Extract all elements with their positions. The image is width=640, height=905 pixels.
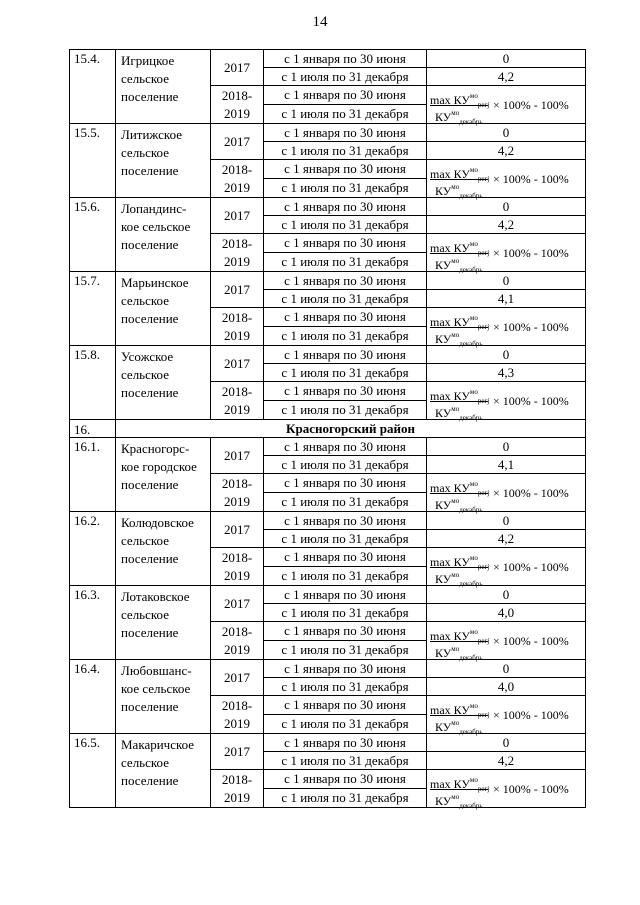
value-cell: 4,2: [427, 68, 586, 86]
table-row: [70, 438, 586, 456]
table-row: [70, 512, 586, 530]
formula-cell: [427, 86, 586, 124]
value-cell: 0: [427, 512, 586, 530]
period-cell: с 1 июля по 31 декабря: [264, 290, 427, 308]
district-number: 16.: [70, 420, 116, 438]
formula-cell: [427, 696, 586, 734]
settlement-name-line: сельское: [121, 71, 169, 86]
settlement-name: [116, 734, 211, 808]
settlement-name-line: сельское: [121, 607, 169, 622]
period-cell: с 1 января по 30 июня: [264, 770, 427, 789]
year-cell: 2018- 2019: [211, 474, 264, 512]
settlement-name: [116, 50, 211, 124]
value-cell: 4,2: [427, 216, 586, 234]
index-formula: $\max КУ^{мо}_{регj}$ $КУ^{мо}_{декабрь}$ × 100% - 100%: [430, 479, 569, 514]
formula-cell: [427, 548, 586, 586]
settlement-name-line: Игрицкое: [121, 53, 175, 68]
row-number: 15.8.: [70, 346, 116, 420]
period-cell: с 1 июля по 31 декабря: [264, 641, 427, 660]
period-cell: с 1 января по 30 июня: [264, 382, 427, 401]
page-number: 14: [312, 14, 328, 30]
settlement-name: [116, 346, 211, 420]
value-cell: 0: [427, 586, 586, 604]
year-cell: 2017: [211, 50, 264, 86]
index-formula: $\max КУ^{мо}_{регj}$ $КУ^{мо}_{декабрь}$ × 100% - 100%: [430, 387, 569, 422]
settlement-name-line: Марьинское: [121, 275, 189, 290]
period-cell: с 1 июля по 31 декабря: [264, 456, 427, 474]
period-cell: с 1 января по 30 июня: [264, 548, 427, 567]
settlement-name-line: Красногорс-: [121, 441, 190, 456]
period-cell: с 1 июля по 31 декабря: [264, 752, 427, 770]
year-cell: 2018- 2019: [211, 308, 264, 346]
settlement-name-line: поселение: [121, 89, 179, 104]
row-number: 15.7.: [70, 272, 116, 346]
settlement-name-line: сельское: [121, 293, 169, 308]
settlement-name-line: поселение: [121, 385, 179, 400]
period-cell: с 1 января по 30 июня: [264, 198, 427, 216]
value-cell: 4,2: [427, 530, 586, 548]
value-cell: 4,2: [427, 752, 586, 770]
year-cell: 2018- 2019: [211, 160, 264, 198]
settlement-name-line: поселение: [121, 477, 179, 492]
district-header-row: [70, 420, 586, 438]
period-cell: с 1 июля по 31 декабря: [264, 253, 427, 272]
settlement-name-line: Усожское: [121, 349, 174, 364]
value-cell: 4,2: [427, 142, 586, 160]
formula-cell: [427, 234, 586, 272]
period-cell: с 1 июля по 31 декабря: [264, 678, 427, 696]
value-cell: 0: [427, 660, 586, 678]
settlement-name: [116, 660, 211, 734]
settlement-name: [116, 438, 211, 512]
row-number: 16.4.: [70, 660, 116, 734]
period-cell: с 1 июля по 31 декабря: [264, 715, 427, 734]
period-cell: с 1 июля по 31 декабря: [264, 567, 427, 586]
settlement-name-line: поселение: [121, 699, 179, 714]
formula-cell: [427, 622, 586, 660]
period-cell: с 1 января по 30 июня: [264, 696, 427, 715]
period-cell: с 1 июля по 31 декабря: [264, 105, 427, 124]
year-cell: 2017: [211, 438, 264, 474]
row-number: 16.1.: [70, 438, 116, 512]
index-formula: $\max КУ^{мо}_{регj}$ $КУ^{мо}_{декабрь}$ × 100% - 100%: [430, 701, 569, 736]
row-number: 15.4.: [70, 50, 116, 124]
table-row: [70, 198, 586, 216]
value-cell: 4,3: [427, 364, 586, 382]
period-cell: с 1 июля по 31 декабря: [264, 142, 427, 160]
period-cell: с 1 июля по 31 декабря: [264, 68, 427, 86]
value-cell: 0: [427, 50, 586, 68]
settlement-name-line: сельское: [121, 533, 169, 548]
settlement-name: [116, 124, 211, 198]
settlement-name-line: кое сельское: [121, 681, 191, 696]
settlement-name-line: поселение: [121, 163, 179, 178]
settlement-name: [116, 586, 211, 660]
index-formula: $\max КУ^{мо}_{регj}$ $КУ^{мо}_{декабрь}$ × 100% - 100%: [430, 553, 569, 588]
value-cell: 0: [427, 438, 586, 456]
formula-cell: [427, 160, 586, 198]
index-formula: $\max КУ^{мо}_{регj}$ $КУ^{мо}_{декабрь}$ × 100% - 100%: [430, 313, 569, 348]
period-cell: с 1 июля по 31 декабря: [264, 401, 427, 420]
settlement-name-line: Лотаковское: [121, 589, 190, 604]
settlement-name-line: кое сельское: [121, 219, 191, 234]
table-row: [70, 346, 586, 364]
year-cell: 2017: [211, 734, 264, 770]
settlement-name-line: Колюдовское: [121, 515, 194, 530]
settlement-name-line: Лопандинс-: [121, 201, 187, 216]
year-cell: 2017: [211, 586, 264, 622]
settlement-name-line: кое городское: [121, 459, 197, 474]
value-cell: 0: [427, 124, 586, 142]
period-cell: с 1 января по 30 июня: [264, 438, 427, 456]
table-row: [70, 586, 586, 604]
period-cell: с 1 января по 30 июня: [264, 622, 427, 641]
period-cell: с 1 января по 30 июня: [264, 308, 427, 327]
period-cell: с 1 января по 30 июня: [264, 586, 427, 604]
settlement-name-line: поселение: [121, 773, 179, 788]
period-cell: с 1 января по 30 июня: [264, 272, 427, 290]
value-cell: 4,0: [427, 678, 586, 696]
year-cell: 2017: [211, 660, 264, 696]
value-cell: 4,1: [427, 456, 586, 474]
settlement-name-line: Макаричское: [121, 737, 195, 752]
period-cell: с 1 января по 30 июня: [264, 346, 427, 364]
settlement-name-line: поселение: [121, 625, 179, 640]
period-cell: с 1 января по 30 июня: [264, 660, 427, 678]
period-cell: с 1 июля по 31 декабря: [264, 789, 427, 808]
period-cell: с 1 июля по 31 декабря: [264, 179, 427, 198]
settlement-name-line: поселение: [121, 551, 179, 566]
formula-cell: [427, 308, 586, 346]
row-number: 15.5.: [70, 124, 116, 198]
period-cell: с 1 января по 30 июня: [264, 50, 427, 68]
period-cell: с 1 января по 30 июня: [264, 124, 427, 142]
settlement-name: [116, 198, 211, 272]
settlement-name-line: сельское: [121, 755, 169, 770]
settlement-name: [116, 272, 211, 346]
table-row: [70, 50, 586, 68]
settlement-name-line: поселение: [121, 311, 179, 326]
period-cell: с 1 июля по 31 декабря: [264, 364, 427, 382]
year-cell: 2018- 2019: [211, 382, 264, 420]
table-row: [70, 734, 586, 752]
period-cell: с 1 января по 30 июня: [264, 86, 427, 105]
index-formula: $\max КУ^{мо}_{регj}$ $КУ^{мо}_{декабрь}$ × 100% - 100%: [430, 239, 569, 274]
row-number: 15.6.: [70, 198, 116, 272]
year-cell: 2017: [211, 124, 264, 160]
year-cell: 2018- 2019: [211, 770, 264, 808]
formula-cell: [427, 770, 586, 808]
period-cell: с 1 января по 30 июня: [264, 234, 427, 253]
year-cell: 2017: [211, 198, 264, 234]
row-number: 16.3.: [70, 586, 116, 660]
settlement-name: [116, 512, 211, 586]
settlement-name-line: сельское: [121, 145, 169, 160]
index-formula: $\max КУ^{мо}_{регj}$ $КУ^{мо}_{декабрь}$ × 100% - 100%: [430, 627, 569, 662]
year-cell: 2018- 2019: [211, 622, 264, 660]
period-cell: с 1 июля по 31 декабря: [264, 327, 427, 346]
settlement-name-line: сельское: [121, 367, 169, 382]
year-cell: 2017: [211, 346, 264, 382]
period-cell: с 1 января по 30 июня: [264, 512, 427, 530]
table-row: [70, 124, 586, 142]
settlement-name-line: поселение: [121, 237, 179, 252]
year-cell: 2018- 2019: [211, 234, 264, 272]
index-formula: $\max КУ^{мо}_{регj}$ $КУ^{мо}_{декабрь}$ × 100% - 100%: [430, 91, 569, 126]
period-cell: с 1 января по 30 июня: [264, 160, 427, 179]
value-cell: 0: [427, 198, 586, 216]
year-cell: 2018- 2019: [211, 696, 264, 734]
row-number: 16.5.: [70, 734, 116, 808]
value-cell: 0: [427, 272, 586, 290]
period-cell: с 1 июля по 31 декабря: [264, 216, 427, 234]
district-name: Красногорский район: [116, 420, 586, 438]
settlement-name-line: Литижское: [121, 127, 183, 142]
value-cell: 0: [427, 734, 586, 752]
period-cell: с 1 января по 30 июня: [264, 474, 427, 493]
value-cell: 4,1: [427, 290, 586, 308]
period-cell: с 1 июля по 31 декабря: [264, 493, 427, 512]
settlement-name-line: Любовшанс-: [121, 663, 192, 678]
value-cell: 4,0: [427, 604, 586, 622]
year-cell: 2018- 2019: [211, 548, 264, 586]
index-formula: $\max КУ^{мо}_{регj}$ $КУ^{мо}_{декабрь}$ × 100% - 100%: [430, 165, 569, 200]
period-cell: с 1 июля по 31 декабря: [264, 604, 427, 622]
year-cell: 2017: [211, 512, 264, 548]
table-row: [70, 272, 586, 290]
year-cell: 2018- 2019: [211, 86, 264, 124]
row-number: 16.2.: [70, 512, 116, 586]
year-cell: 2017: [211, 272, 264, 308]
table-row: [70, 660, 586, 678]
formula-cell: [427, 382, 586, 420]
period-cell: с 1 июля по 31 декабря: [264, 530, 427, 548]
value-cell: 0: [427, 346, 586, 364]
index-formula: $\max КУ^{мо}_{регj}$ $КУ^{мо}_{декабрь}$ × 100% - 100%: [430, 775, 569, 810]
tariff-table: [69, 49, 586, 808]
period-cell: с 1 января по 30 июня: [264, 734, 427, 752]
formula-cell: [427, 474, 586, 512]
